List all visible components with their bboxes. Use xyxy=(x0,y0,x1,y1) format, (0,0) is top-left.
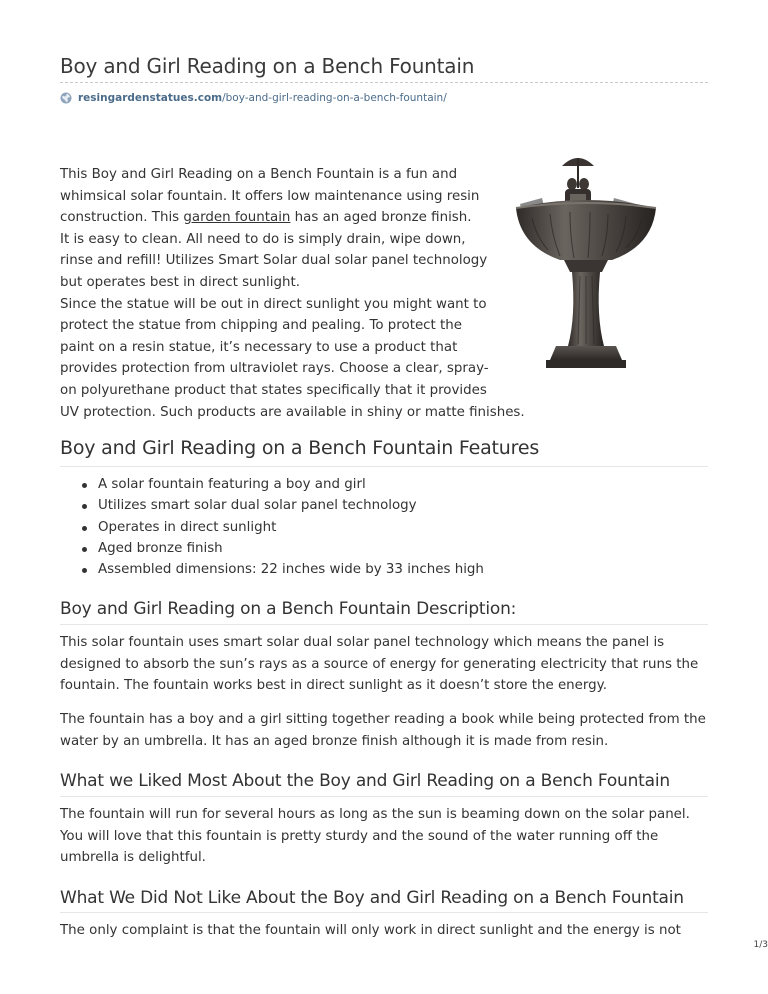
disliked-divider xyxy=(60,912,708,913)
intro-line: This Boy and Girl Reading on a Bench Fountain is a fun and xyxy=(60,167,458,182)
intro-line: whimsical solar fountain. It offers low maintenance using resin xyxy=(60,188,480,204)
intro-line: rinse and refill! Utilizes Smart Solar dual solar panel technology xyxy=(60,253,488,269)
description-paragraph-2 xyxy=(60,709,710,752)
liked-heading: What we Liked Most About the Boy and Girl Reading on a Bench Fountain xyxy=(60,771,670,791)
source-path: /boy-and-girl-reading-on-a-bench-fountain/ xyxy=(222,92,447,104)
description-heading: Boy and Girl Reading on a Bench Fountain Description: xyxy=(60,599,517,619)
page-number: 1/3 xyxy=(753,940,768,950)
paragraph-line: fountain. The fountain works best in direct sunlight as it doesn’t store the energy. xyxy=(60,678,607,694)
list-item: Assembled dimensions: 22 inches wide by 33 inches high xyxy=(60,559,700,580)
globe-icon xyxy=(60,92,72,104)
source-url[interactable] xyxy=(60,90,447,106)
paragraph-line: This solar fountain uses smart solar dual solar panel technology which means the panel is xyxy=(60,635,665,650)
intro-line: but operates best in direct sunlight. xyxy=(60,274,300,290)
source-domain: resingardenstatues.com xyxy=(78,92,223,104)
intro-line xyxy=(60,207,530,229)
intro-line: paint on a resin statue, it’s necessary to use a product that xyxy=(60,339,458,355)
list-item: A solar fountain featuring a boy and girl xyxy=(60,474,700,495)
intro-line: on polyurethane product that states specifically that it provides xyxy=(60,382,487,398)
description-paragraph-1 xyxy=(60,632,710,697)
features-heading: Boy and Girl Reading on a Bench Fountain Features xyxy=(60,437,540,459)
liked-divider xyxy=(60,796,708,797)
garden-fountain-link[interactable]: garden fountain xyxy=(183,210,291,226)
disliked-heading: What We Did Not Like About the Boy and Girl Reading on a Bench Fountain xyxy=(60,888,684,908)
intro-line: protect the statue from chipping and pealing. To protect the xyxy=(60,318,463,334)
liked-paragraph xyxy=(60,804,710,869)
paragraph-line: The fountain has a boy and a girl sitting together reading a book while being protected from the xyxy=(60,712,706,727)
intro-line: UV protection. Such products are available in shiny or matte finishes. xyxy=(60,404,525,420)
paragraph-line: The fountain will run for several hours as long as the sun is beaming down on the solar panel. xyxy=(60,807,690,822)
intro-line: It is easy to clean. All need to do is simply drain, wipe down, xyxy=(60,231,466,247)
paragraph-line: designed to absorb the sun’s rays as a source of energy for generating electricity that runs the xyxy=(60,656,699,672)
intro-paragraph xyxy=(60,164,530,423)
intro-text: construction. This xyxy=(60,210,184,226)
features-divider xyxy=(60,466,708,467)
page-title: Boy and Girl Reading on a Bench Fountain xyxy=(60,54,475,78)
features-list xyxy=(60,474,700,580)
list-item: Utilizes smart solar dual solar panel technology xyxy=(60,495,700,516)
paragraph-line: water by an umbrella. It has an aged bronze finish although it is made from resin. xyxy=(60,733,609,749)
title-divider xyxy=(60,82,708,83)
disliked-paragraph xyxy=(60,920,710,942)
paragraph-line: You will love that this fountain is pretty sturdy and the sound of the water running off the xyxy=(60,828,659,844)
paragraph-line: The only complaint is that the fountain will only work in direct sunlight and the energy is not xyxy=(60,923,681,938)
description-divider xyxy=(60,624,708,625)
fountain-product-image xyxy=(512,146,660,374)
intro-text: has an aged bronze finish. xyxy=(290,210,472,226)
list-item: Operates in direct sunlight xyxy=(60,517,700,538)
intro-line: Since the statue will be out in direct sunlight you might want to xyxy=(60,296,487,312)
list-item: Aged bronze finish xyxy=(60,538,700,559)
paragraph-line: umbrella is delightful. xyxy=(60,850,206,866)
intro-line: provides protection from ultraviolet rays. Choose a clear, spray- xyxy=(60,361,489,377)
